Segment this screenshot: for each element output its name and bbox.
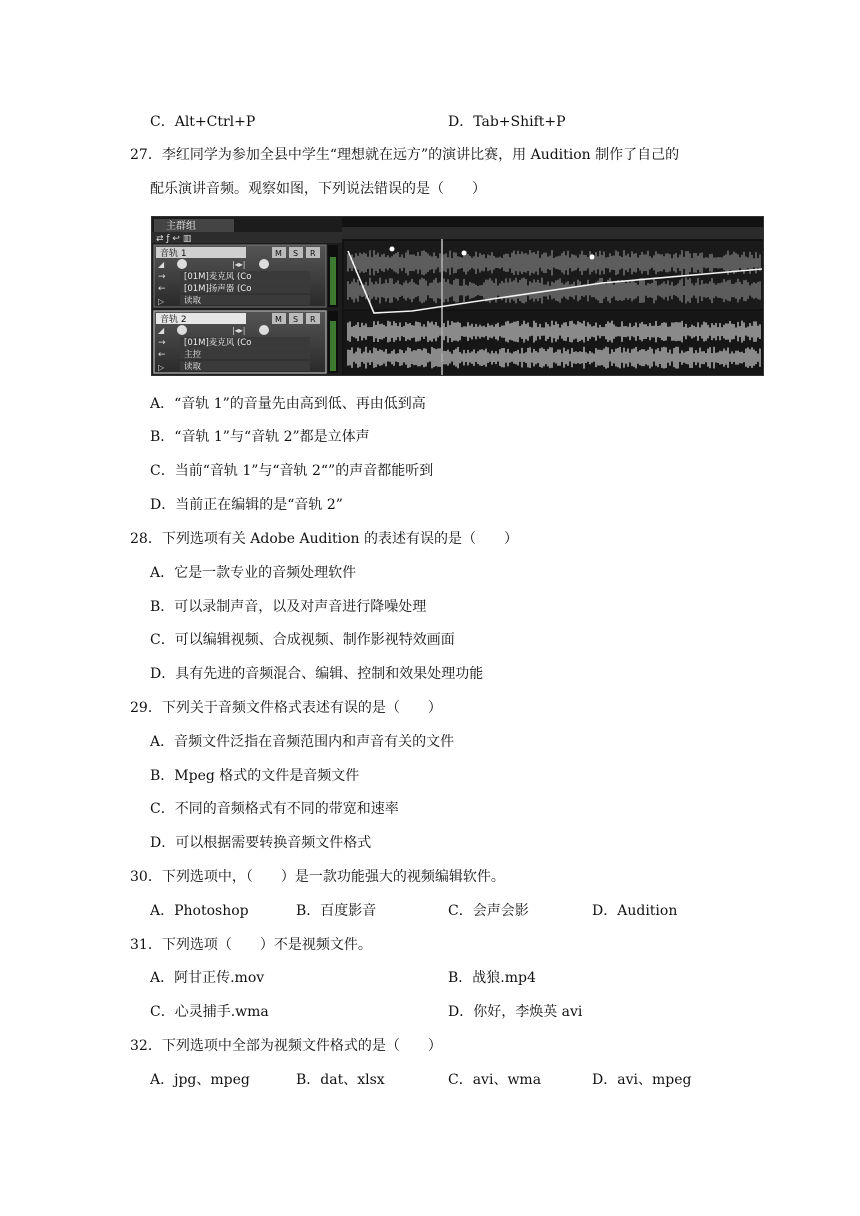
q27-option-b: B．“音轨 1”与“音轨 2”都是立体声 xyxy=(150,429,370,445)
q31-option-c: C．心灵捕手.wma xyxy=(150,1004,269,1020)
q31-option-a: A．阿甘正传.mov xyxy=(150,970,265,986)
svg-text:←: ← xyxy=(158,284,166,294)
question-27-stem: 27．李红同学为参加全县中学生“理想就在远方”的演讲比赛，用 Audition 制作了自己的 xyxy=(130,147,680,163)
track2-input: [01M]麦克风 (Co xyxy=(184,338,252,348)
track2-record: R xyxy=(310,315,316,324)
q32-option-c: C．avi、wma xyxy=(448,1072,542,1088)
question-32-stem: 32．下列选项中全部为视频文件格式的是（ ） xyxy=(130,1038,442,1054)
track2-name: 音轨 2 xyxy=(160,315,187,325)
q28-option-b: B．可以录制声音，以及对声音进行降噪处理 xyxy=(150,599,427,615)
track2-mode: 读取 xyxy=(184,362,202,372)
q30-option-c: C．会声会影 xyxy=(448,903,529,919)
audition-multitrack-figure xyxy=(152,217,763,375)
track1-mute: M xyxy=(275,249,282,258)
q29-option-c: C．不同的音频格式有不同的带宽和速率 xyxy=(150,801,399,817)
svg-text:→: → xyxy=(158,272,166,282)
q28-option-d: D．具有先进的音频混合、编辑、控制和效果处理功能 xyxy=(150,666,484,682)
q29-option-d: D．可以根据需要转换音频文件格式 xyxy=(150,835,372,851)
svg-text:←: ← xyxy=(158,350,166,360)
q28-option-c: C．可以编辑视频、合成视频、制作影视特效画面 xyxy=(150,632,455,648)
q32-option-b: B．dat、xlsx xyxy=(296,1072,385,1088)
svg-text:|◂▸|: |◂▸| xyxy=(232,260,246,269)
track1-input: [01M]麦克风 (Co xyxy=(184,272,252,282)
q27-option-d: D．当前正在编辑的是“音轨 2” xyxy=(150,497,343,513)
question-30-stem: 30．下列选项中，（ ）是一款功能强大的视频编辑软件。 xyxy=(130,869,505,885)
question-31-stem: 31．下列选项（ ）不是视频文件。 xyxy=(130,937,372,953)
q27-option-a: A．“音轨 1”的音量先由高到低、再由低到高 xyxy=(150,396,426,412)
track2-output: 主控 xyxy=(184,350,202,360)
audition-screenshot xyxy=(151,216,764,376)
option-d: D．Tab+Shift+P xyxy=(448,114,566,130)
q29-option-a: A．音频文件泛指在音频范围内和声音有关的文件 xyxy=(150,734,455,750)
panel-title: 主群组 xyxy=(166,221,196,232)
q27-option-c: C．当前“音轨 1”与“音轨 2“”的声音都能听到 xyxy=(150,463,434,479)
track2-solo: S xyxy=(293,315,299,324)
q30-option-b: B．百度影音 xyxy=(296,903,377,919)
track1-record: R xyxy=(310,249,316,258)
question-28-stem: 28．下列选项有关 Adobe Audition 的表述有误的是（ ） xyxy=(130,531,519,547)
track1-output: [01M]扬声器 (Co xyxy=(184,284,252,294)
q29-option-b: B．Mpeg 格式的文件是音频文件 xyxy=(150,768,360,784)
q30-option-a: A．Photoshop xyxy=(150,903,249,919)
q31-option-d: D．你好，李焕英 avi xyxy=(448,1004,583,1020)
option-c: C．Alt+Ctrl+P xyxy=(150,114,256,130)
svg-text:|◂▸|: |◂▸| xyxy=(232,326,246,335)
question-27-stem-cont: 配乐演讲音频。观察如图，下列说法错误的是（ ） xyxy=(150,181,486,197)
q32-option-d: D．avi、mpeg xyxy=(592,1072,692,1088)
q31-option-b: B．战狼.mp4 xyxy=(448,970,536,986)
track1-solo: S xyxy=(293,249,299,258)
svg-text:→: → xyxy=(158,338,166,348)
track2-mute: M xyxy=(275,315,282,324)
q32-option-a: A．jpg、mpeg xyxy=(150,1072,250,1088)
svg-text:◢: ◢ xyxy=(158,326,165,335)
track1-mode: 读取 xyxy=(184,296,202,306)
svg-text:▷: ▷ xyxy=(158,363,165,372)
q30-option-d: D．Audition xyxy=(592,903,678,919)
track1-name: 音轨 1 xyxy=(160,249,187,259)
svg-text:◢: ◢ xyxy=(158,260,165,269)
q28-option-a: A．它是一款专业的音频处理软件 xyxy=(150,565,357,581)
svg-text:▷: ▷ xyxy=(158,297,165,306)
question-29-stem: 29．下列关于音频文件格式表述有误的是（ ） xyxy=(130,700,442,716)
toolbar-icons: ⇄ ƒ ↩ ▥ xyxy=(156,234,192,244)
